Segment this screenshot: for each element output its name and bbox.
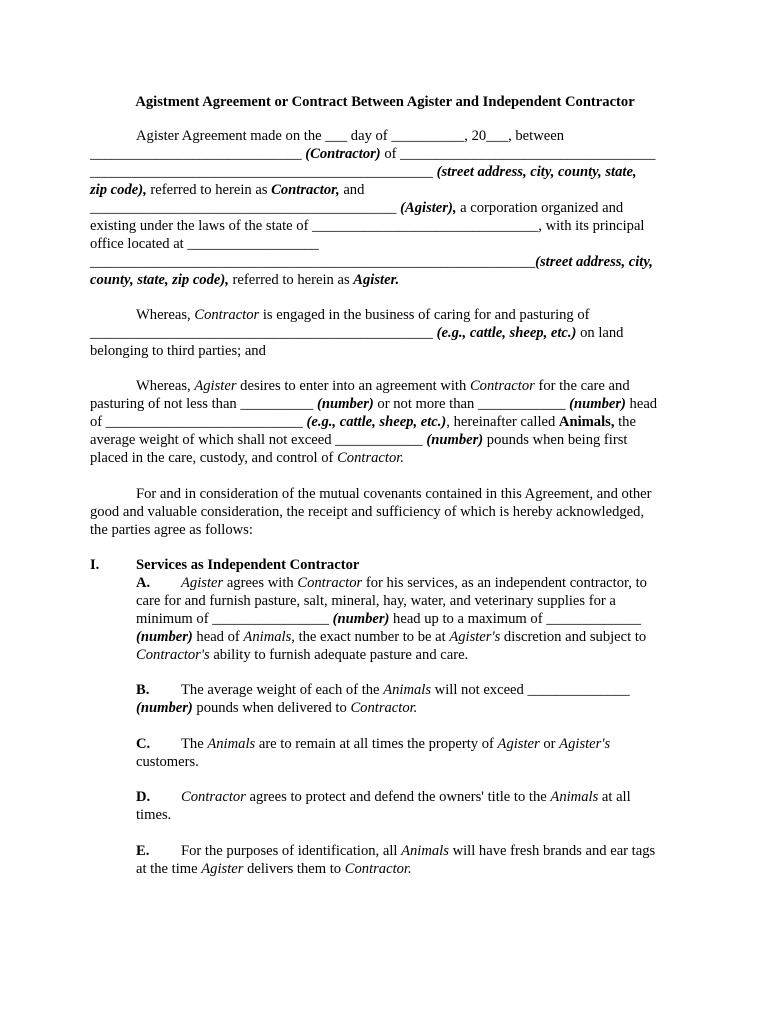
p2-line: Whereas, Contractor is engaged in the business of caring for and pasturing of [136,307,590,323]
p3-line: Whereas, Agister desires to enter into an agreement with Contractor for the care and [136,378,630,394]
p1-line: _______________________________________________ (street address, city, county, state, [90,164,637,180]
clause-a-line: Contractor's ability to furnish adequate pasture and care. [136,647,469,663]
p1-line: zip code), referred to herein as Contractor, and [90,182,365,198]
p1-line: _____________________________ (Contractor) of ___________________________________ [90,146,656,162]
p3-line: of ___________________________ (e.g., cattle, sheep, etc.), hereinafter called Animals, the [90,414,636,430]
document-title: Agistment Agreement or Contract Between Agister and Independent Contractor [135,94,635,110]
clause-label-a: A. [136,575,151,591]
clause-b-line: (number) pounds when delivered to Contractor. [136,700,418,716]
clause-e-line: at the time Agister delivers them to Contractor. [136,861,412,877]
p3-line: pasturing of not less than __________ (number) or not more than ____________ (number) head [90,396,658,412]
p1-line: office located at __________________ [90,236,319,252]
p1-line: Agister Agreement made on the ___ day of __________, 20___, between [136,128,564,144]
clause-b-line: The average weight of each of the Animals will not exceed ______________ [181,682,630,698]
clause-label-c: C. [136,736,151,752]
clause-d-line: times. [136,807,172,823]
clause-a-line: minimum of ________________ (number) head up to a maximum of _____________ [136,611,642,627]
p4-line: good and valuable consideration, the receipt and sufficiency of which is hereby acknowledged, [90,504,645,520]
p1-line: existing under the laws of the state of _______________________________, with its principal [90,218,645,234]
section-heading: Services as Independent Contractor [136,557,360,573]
clause-c-line: customers. [136,754,199,770]
p4-line: For and in consideration of the mutual covenants contained in this Agreement, and other [136,486,652,502]
section-number: I. [90,557,100,573]
p3-line: placed in the care, custody, and control of Contractor. [90,450,404,466]
clause-label-d: D. [136,789,151,805]
clause-d-line: Contractor agrees to protect and defend the owners' title to the Animals at all [181,789,631,805]
p1-line: __________________________________________ (Agister), a corporation organized and [90,200,624,216]
p2-line: _______________________________________________ (e.g., cattle, sheep, etc.) on land [90,325,624,341]
clause-a-line: (number) head of Animals, the exact number to be at Agister's discretion and subject to [136,629,647,645]
clause-label-b: B. [136,682,150,698]
clause-c-line: The Animals are to remain at all times the property of Agister or Agister's [181,736,611,752]
p1-line: _____________________________________________________________(street address, city, [90,254,653,270]
clause-e-line: For the purposes of identification, all Animals will have fresh brands and ear tags [181,843,656,859]
p1-line: county, state, zip code), referred to herein as Agister. [90,272,400,288]
clause-label-e: E. [136,843,150,859]
p4-line: the parties agree as follows: [90,522,253,538]
clause-a-line: Agister agrees with Contractor for his services, as an independent contractor, to [181,575,647,591]
p2-line: belonging to third parties; and [90,343,266,359]
p3-line: average weight of which shall not exceed ____________ (number) pounds when being first [90,432,628,448]
clause-a-line: care for and furnish pasture, salt, mineral, hay, water, and veterinary supplies for a [136,593,616,609]
